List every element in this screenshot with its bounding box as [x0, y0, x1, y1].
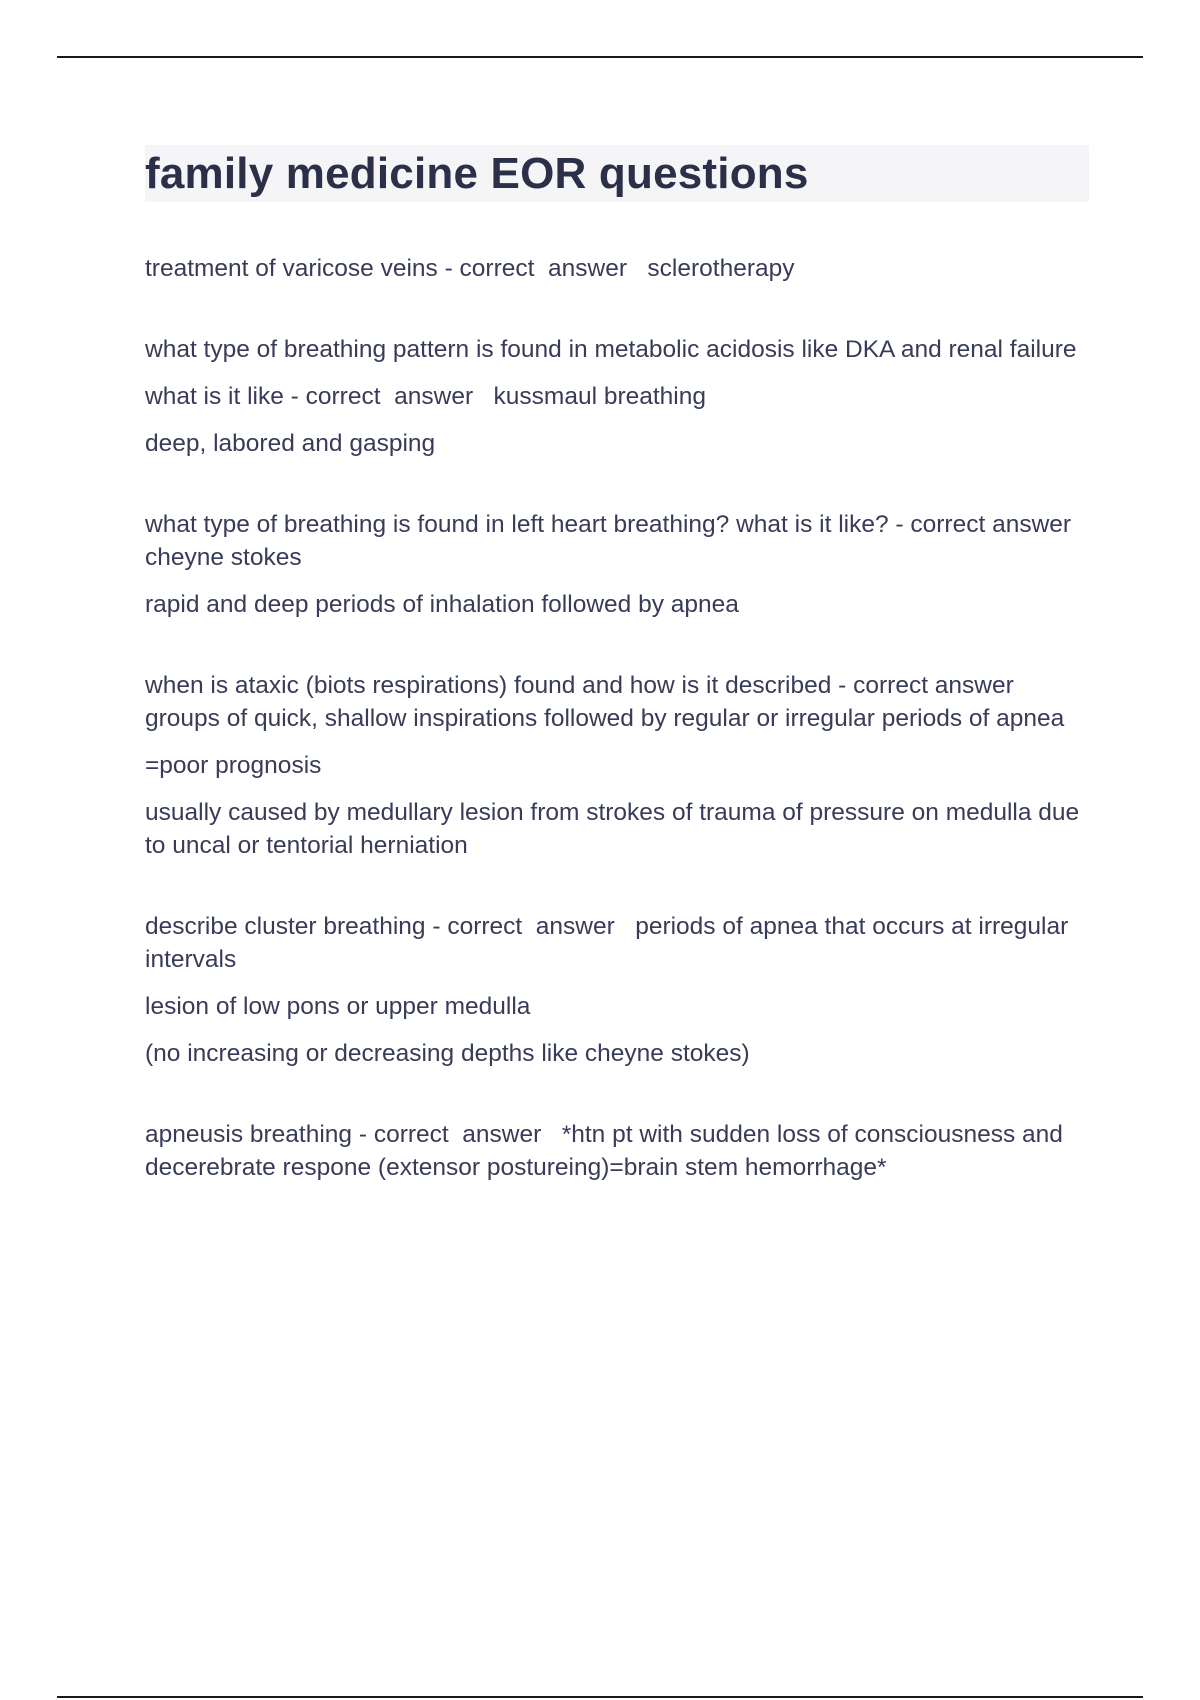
qa-line: lesion of low pons or upper medulla [145, 993, 531, 1020]
qa-line: what is it like - correct answer kussmaul breathing [145, 383, 706, 410]
qa-line: describe cluster breathing - correct answer periods of apnea that occurs at irregular intervals [145, 913, 1076, 973]
qa-line: treatment of varicose veins - correct answer sclerotherapy [145, 255, 795, 282]
header-rule [57, 56, 1143, 58]
qa-line: apneusis breathing - correct answer *htn pt with sudden loss of consciousness and decerebrate respone (extensor postureing)=brain stem hemorrhage* [145, 1121, 1070, 1181]
qa-line: usually caused by medullary lesion from strokes of trauma of pressure on medulla due to uncal or tentorial herniation [145, 799, 1086, 859]
page-title: family medicine EOR questions [145, 148, 809, 198]
qa-entry [145, 1118, 1089, 1184]
qa-line: rapid and deep periods of inhalation followed by apnea [145, 591, 739, 618]
qa-list [145, 252, 1092, 1184]
qa-entry [145, 333, 1089, 460]
qa-entry [145, 252, 1089, 285]
document-body [145, 145, 1092, 1232]
qa-line: when is ataxic (biots respirations) found and how is it described - correct answer groups of quick, shallow inspirations followed by regular or irregular periods of apnea [145, 672, 1065, 732]
qa-entry [145, 910, 1089, 1070]
qa-line: what type of breathing is found in left heart breathing? what is it like? - correct answer cheyne stokes [145, 511, 1092, 571]
qa-line: (no increasing or decreasing depths like cheyne stokes) [145, 1040, 750, 1067]
qa-line: =poor prognosis [145, 752, 322, 779]
qa-entry [145, 508, 1092, 621]
qa-line: what type of breathing pattern is found in metabolic acidosis like DKA and renal failure [145, 336, 1077, 363]
qa-line: deep, labored and gasping [145, 430, 436, 457]
title-band [145, 145, 1089, 202]
qa-entry [145, 669, 1089, 862]
footer-rule [57, 1696, 1143, 1698]
